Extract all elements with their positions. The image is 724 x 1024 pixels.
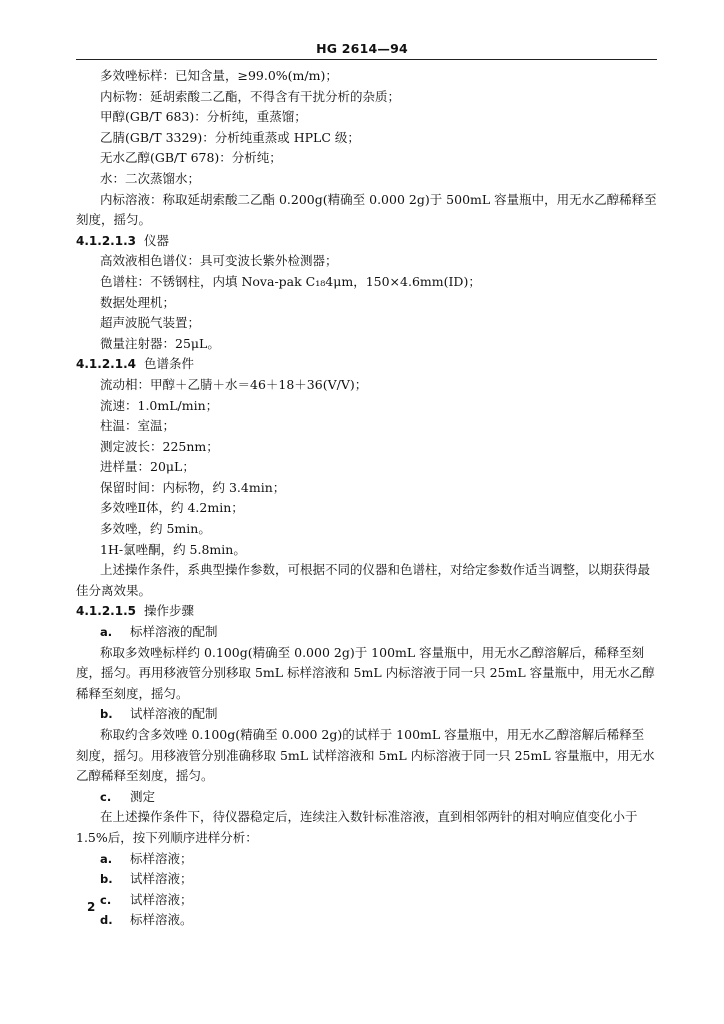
section-number: 4.1.2.1.5 — [76, 604, 136, 619]
section-heading-conditions — [76, 354, 658, 375]
procedure-text: 度，摇匀。再用移液管分别移取 5mL 标样溶液和 5mL 内标溶液于同一只 25mL 容量瓶中，用无水乙醇 — [76, 665, 655, 681]
condition-line: 多效唑Ⅱ体，约 4.2min； — [100, 500, 244, 516]
procedure-text: 稀释至刻度，摇匀。 — [76, 685, 189, 701]
reagent-line: 水：二次蒸馏水； — [100, 170, 201, 186]
step-label: c. — [100, 789, 112, 804]
document-body — [76, 66, 658, 931]
section-heading-procedure — [76, 601, 658, 622]
procedure-step-b — [76, 704, 658, 725]
sequence-item — [76, 849, 658, 870]
conditions-note: 佳分离效果。 — [76, 582, 152, 598]
reagent-line: 无水乙醇(GB/T 678)：分析纯； — [100, 150, 282, 166]
procedure-text: 称取多效唑标样约 0.100g(精确至 0.000 2g)于 100mL 容量瓶中，用无水乙醇溶解后，稀释至刻 — [100, 644, 645, 660]
sequence-item — [76, 869, 658, 890]
condition-line: 多效唑，约 5min。 — [100, 521, 211, 537]
condition-line: 流速：1.0mL/min； — [100, 397, 219, 413]
instrument-line: 超声波脱气装置； — [100, 315, 201, 331]
step-title: 标样溶液的配制 — [130, 624, 218, 640]
header-rule — [76, 59, 657, 60]
sequence-text: 标样溶液； — [130, 850, 193, 866]
condition-line: 柱温：室温； — [100, 418, 176, 434]
sequence-text: 试样溶液； — [130, 891, 193, 907]
section-title: 色谱条件 — [143, 356, 194, 372]
section-number: 4.1.2.1.4 — [76, 357, 136, 372]
sequence-item — [76, 890, 658, 911]
instrument-line: 数据处理机； — [100, 294, 176, 310]
step-label: b. — [100, 707, 113, 722]
sequence-item — [76, 910, 658, 931]
instrument-line: 微量注射器：25μL。 — [100, 335, 220, 351]
sequence-text: 试样溶液； — [130, 871, 193, 887]
condition-line: 保留时间：内标物，约 3.4min； — [100, 479, 286, 495]
reagent-line: 内标物：延胡索酸二乙酯，不得含有干扰分析的杂质； — [100, 88, 401, 104]
condition-line: 进样量：20μL； — [100, 459, 195, 475]
condition-line: 测定波长：225nm； — [100, 438, 219, 454]
step-title: 试样溶液的配制 — [130, 706, 218, 722]
section-heading-instruments — [76, 231, 658, 252]
procedure-text: 称取约含多效唑 0.100g(精确至 0.000 2g)的试样于 100mL 容量瓶中，用无水乙醇溶解后稀释至 — [100, 727, 645, 742]
section-title: 操作步骤 — [143, 603, 194, 619]
procedure-text: 1.5%后，按下列顺序进样分析： — [76, 829, 258, 845]
section-title: 仪器 — [143, 232, 169, 248]
procedure-text: 乙醇稀释至刻度，摇匀。 — [76, 768, 214, 784]
step-title: 测定 — [130, 788, 156, 804]
reagent-line: 乙腈(GB/T 3329)：分析纯重蒸或 HPLC 级； — [100, 129, 360, 145]
reagent-line: 内标溶液：称取延胡索酸二乙酯 0.200g(精确至 0.000 2g)于 500mL 容量瓶中，用无水乙醇稀释至 — [100, 191, 657, 207]
sequence-label: d. — [100, 913, 113, 928]
reagent-line: 刻度，摇匀。 — [76, 212, 152, 228]
reagent-line: 多效唑标样：已知含量，≥99.0%(m/m)； — [100, 68, 338, 83]
condition-line: 1H-氯唑酮，约 5.8min。 — [100, 541, 246, 557]
procedure-step-c — [76, 787, 658, 808]
conditions-note: 上述操作条件，系典型操作参数，可根据不同的仪器和色谱柱，对给定参数作适当调整，以期获得最 — [100, 562, 651, 578]
sequence-label: c. — [100, 892, 112, 907]
step-label: a. — [100, 625, 113, 640]
procedure-text: 在上述操作条件下，待仪器稳定后，连续注入数针标准溶液，直到相邻两针的相对响应值变化小于 — [100, 809, 638, 825]
page-number: 2 — [87, 900, 96, 914]
procedure-step-a — [76, 622, 658, 643]
sequence-text: 标样溶液。 — [130, 912, 193, 928]
sequence-label: a. — [100, 851, 113, 866]
instrument-line: 高效液相色谱仪：具可变波长紫外检测器； — [100, 253, 338, 269]
reagent-line: 甲醇(GB/T 683)：分析纯，重蒸馏； — [100, 109, 307, 125]
condition-line: 流动相：甲醇＋乙腈＋水＝46＋18＋36(V/V)； — [100, 376, 368, 392]
instrument-line: 色谱柱：不锈钢柱，内填 Nova-pak C₁₈4μm，150×4.6mm(ID)； — [100, 273, 481, 289]
sequence-label: b. — [100, 872, 113, 887]
standard-code: HG 2614—94 — [316, 41, 408, 56]
procedure-text: 刻度，摇匀。用移液管分别准确移取 5mL 试样溶液和 5mL 内标溶液于同一只 25mL 容量瓶中，用无水 — [76, 747, 655, 763]
section-number: 4.1.2.1.3 — [76, 233, 136, 248]
